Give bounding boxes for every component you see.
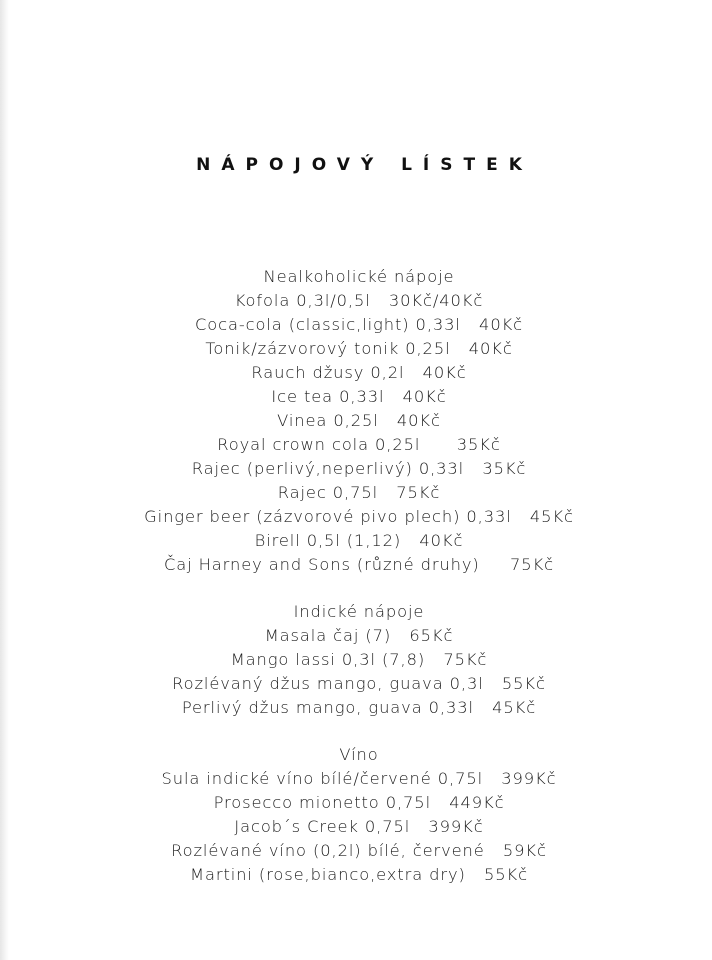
menu-item: Birell 0,5l (1,12) 40Kč — [254, 531, 464, 550]
menu-item: Ice tea 0,33l 40Kč — [271, 387, 447, 406]
menu-item: Sula indické víno bílé/červené 0,75l 399Kč — [161, 769, 557, 788]
page-title: NÁPOJOVÝ LÍSTEK — [196, 155, 533, 175]
menu-item: Rajec (perlivý,neperlivý) 0,33l 35Kč — [191, 459, 527, 478]
menu-page — [9, 0, 712, 960]
menu-item: Mango lassi 0,3l (7,8) 75Kč — [230, 650, 488, 669]
drinks-menu — [9, 265, 709, 887]
menu-item: Rauch džusy 0,2l 40Kč — [251, 363, 467, 382]
menu-item: Čaj Harney and Sons (různé druhy) 75Kč — [164, 555, 554, 574]
menu-item: Royal crown cola 0,25l 35Kč — [217, 435, 501, 454]
section-indicke — [9, 600, 709, 720]
section-nealkoholicke — [9, 265, 709, 577]
menu-item: Vinea 0,25l 40Kč — [277, 411, 441, 430]
section-heading: Nealkoholické nápoje — [263, 267, 455, 286]
menu-item: Rajec 0,75l 75Kč — [277, 483, 441, 502]
page-edge-shadow — [0, 0, 9, 960]
menu-item: Tonik/zázvorový tonik 0,25l 40Kč — [205, 339, 513, 358]
menu-item: Prosecco mionetto 0,75l 449Kč — [213, 793, 505, 812]
menu-item: Kofola 0,3l/0,5l 30Kč/40Kč — [234, 291, 484, 310]
menu-item: Ginger beer (zázvorové pivo plech) 0,33l 45Kč — [144, 507, 574, 526]
menu-item: Rozlévané víno (0,2l) bílé, červené 59Kč — [171, 841, 547, 860]
menu-item: Martini (rose,bianco,extra dry) 55Kč — [190, 865, 528, 884]
section-vino — [9, 743, 709, 887]
menu-item: Rozlévaný džus mango, guava 0,3l 55Kč — [172, 674, 546, 693]
menu-item: Jacob´s Creek 0,75l 399Kč — [234, 817, 484, 836]
section-heading: Indické nápoje — [293, 602, 425, 621]
menu-item: Masala čaj (7) 65Kč — [264, 626, 454, 645]
menu-item: Coca-cola (classic,light) 0,33l 40Kč — [194, 315, 524, 334]
menu-item: Perlivý džus mango, guava 0,33l 45Kč — [181, 698, 537, 717]
section-heading: Víno — [339, 745, 379, 764]
